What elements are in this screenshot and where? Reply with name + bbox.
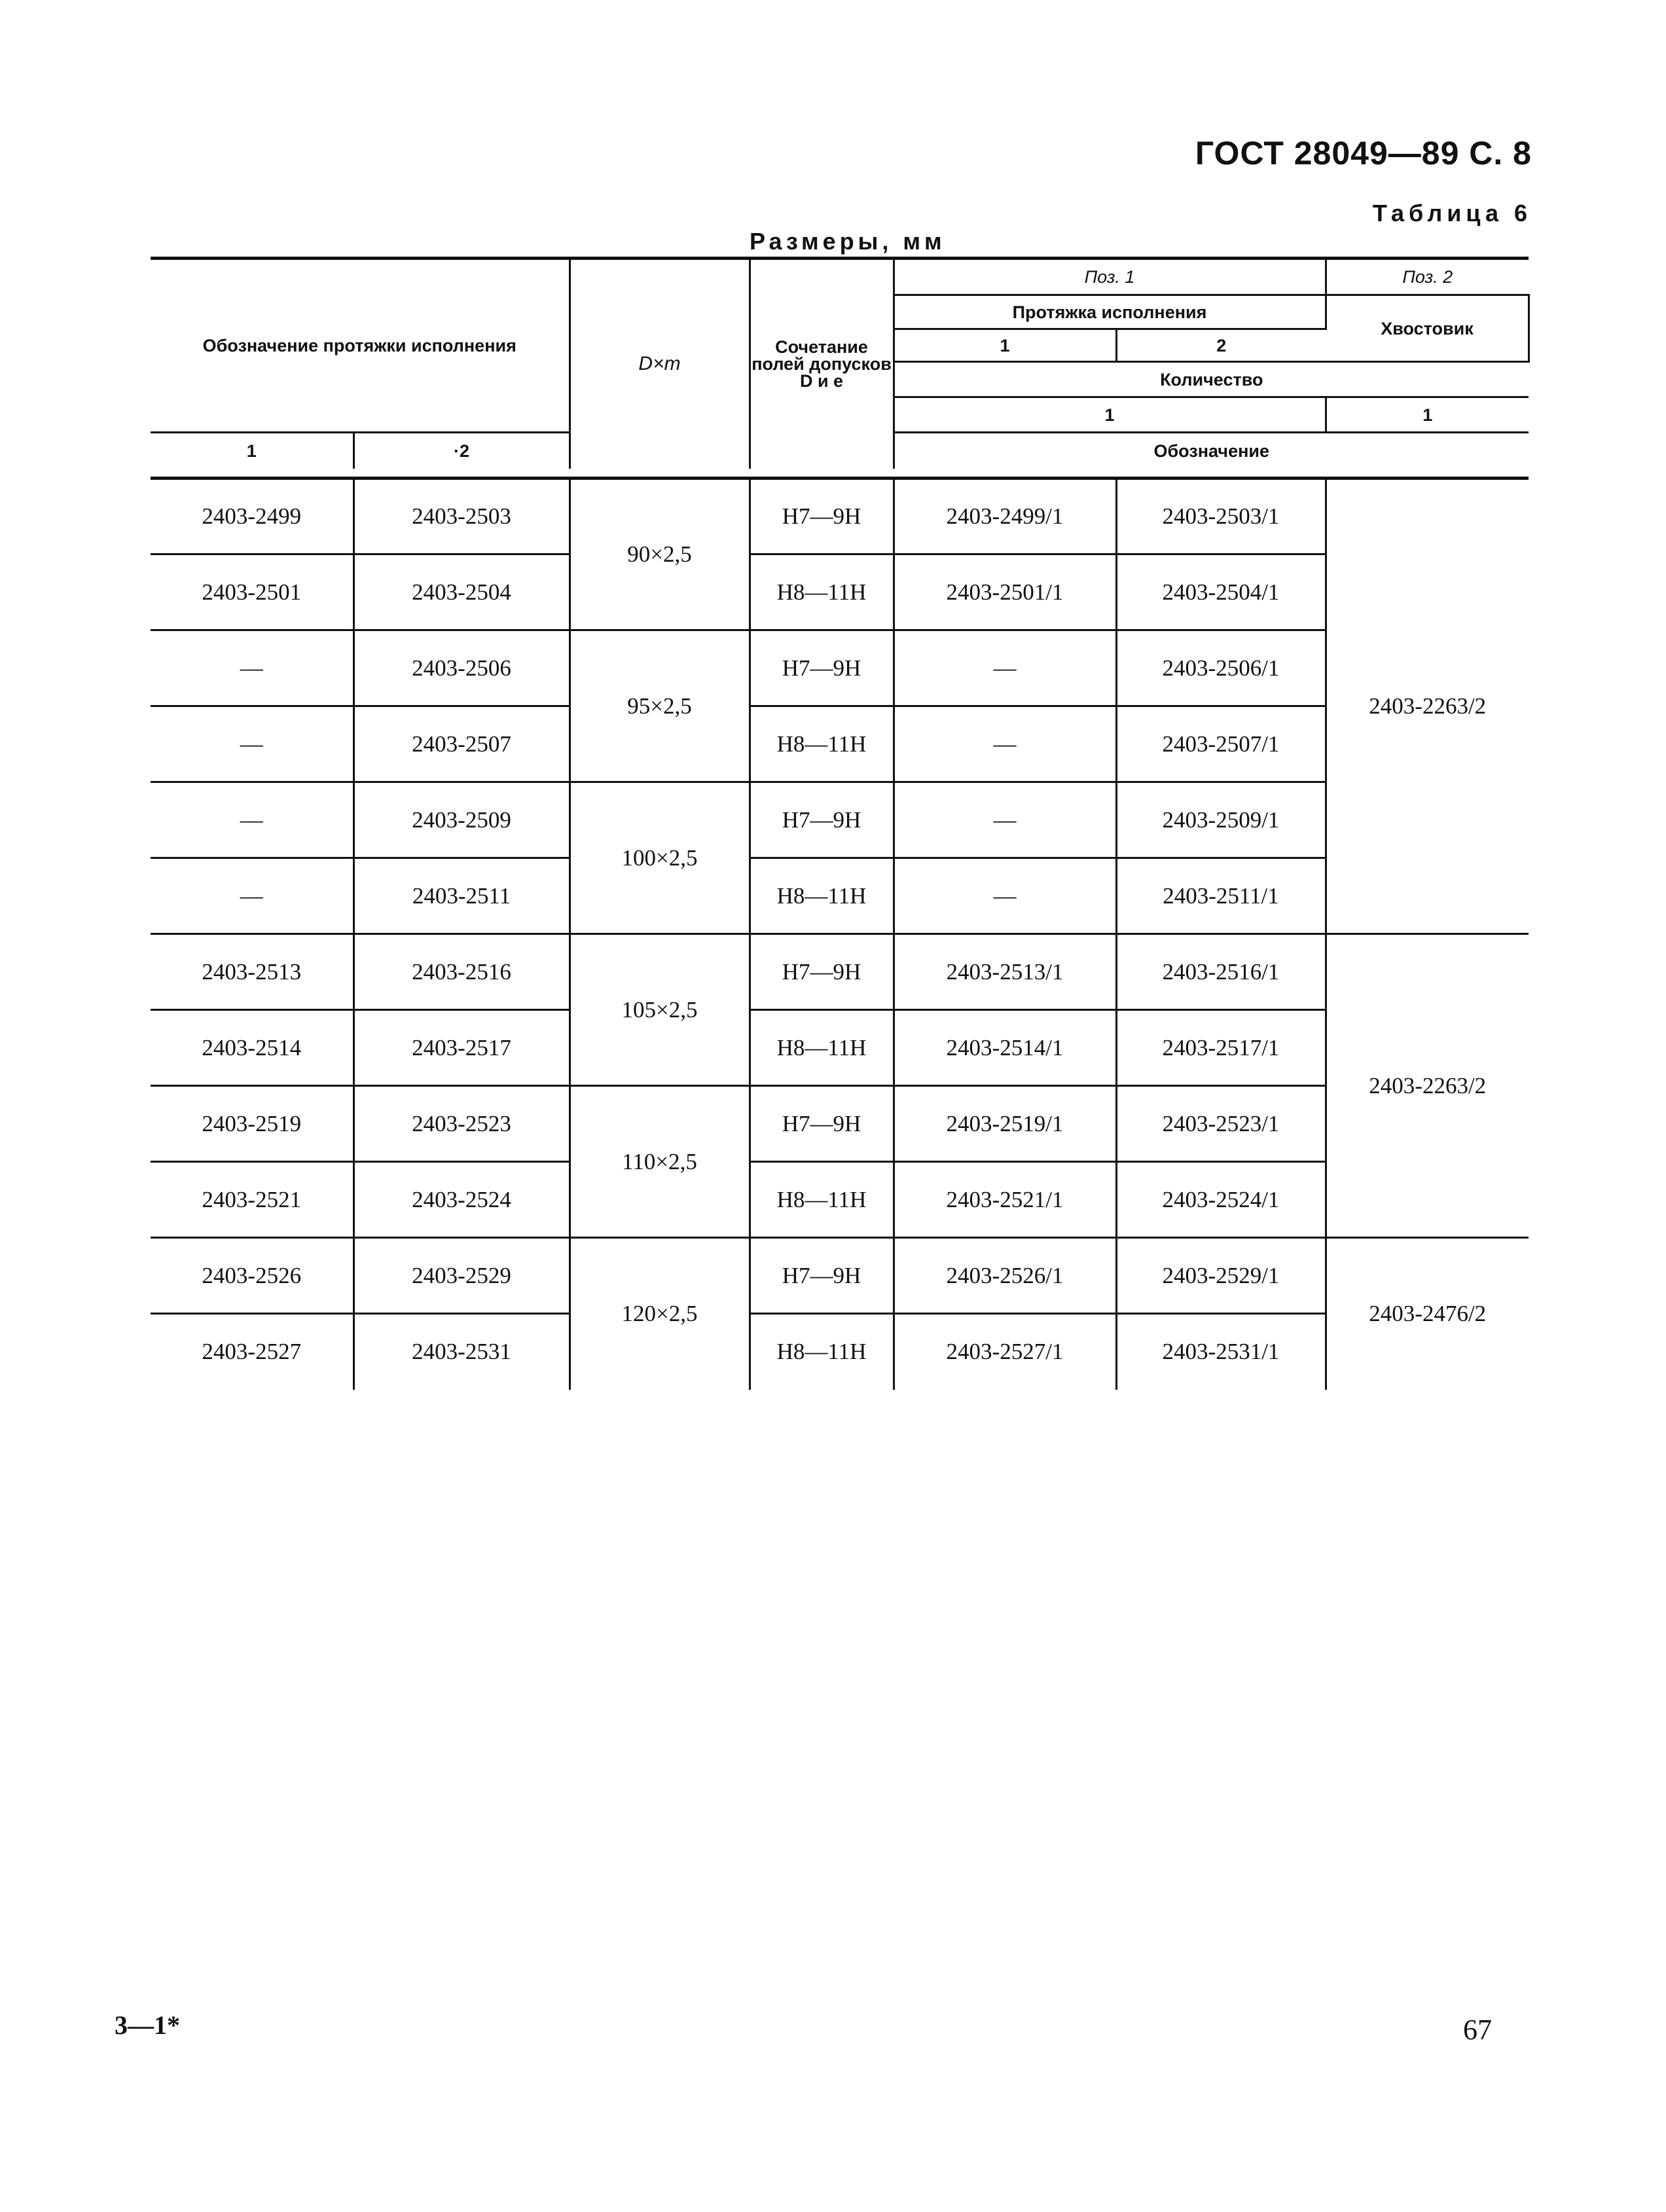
pos1-version-2-cell: 2403-2511/1	[1116, 858, 1326, 934]
pos1-version-1-cell: 2403-2521/1	[894, 1162, 1116, 1238]
designation-1-cell: 2403-2514	[151, 1010, 353, 1086]
shank-header: Хвостовик	[1326, 295, 1529, 362]
table-row	[151, 1162, 1529, 1238]
designation-2-cell: 2403-2529	[353, 1238, 570, 1314]
designation-2-cell: 2403-2511	[353, 858, 570, 934]
pos1-version-1-cell: 2403-2519/1	[894, 1086, 1116, 1162]
pos1-version-1-cell: 2403-2527/1	[894, 1314, 1116, 1390]
pos1-header: Поз. 1	[894, 259, 1326, 295]
dxm-cell: 95×2,5	[570, 630, 750, 782]
pos1-version-1-cell: 2403-2514/1	[894, 1010, 1116, 1086]
designation-2-cell: 2403-2504	[353, 554, 570, 630]
tolerance-cell: Н8—11Н	[750, 554, 894, 630]
pos1-version-1-cell: 2403-2513/1	[894, 934, 1116, 1010]
pos1-version-1-cell: —	[894, 630, 1116, 706]
pos1-version-1-cell: —	[894, 706, 1116, 782]
sub-header-1: 1	[151, 433, 353, 469]
tolerance-cell: Н7—9Н	[750, 630, 894, 706]
table-row	[151, 554, 1529, 630]
sub-header-2: ·2	[353, 433, 570, 469]
pos1-version-2-cell: 2403-2507/1	[1116, 706, 1326, 782]
pos1-version-2-cell: 2403-2503/1	[1116, 479, 1326, 554]
designation-2-cell: 2403-2523	[353, 1086, 570, 1162]
quantity-2: 1	[1326, 397, 1529, 433]
designation-1-cell: 2403-2501	[151, 554, 353, 630]
tolerance-cell: Н8—11Н	[750, 858, 894, 934]
designation-1-cell: —	[151, 858, 353, 934]
pos1-version-2-cell: 2403-2531/1	[1116, 1314, 1326, 1390]
designation-1-cell: —	[151, 630, 353, 706]
footer-mark: 3—1*	[115, 2010, 180, 2040]
pos1-version-1-cell: —	[894, 858, 1116, 934]
designation-2-cell: 2403-2517	[353, 1010, 570, 1086]
designation-1-cell: 2403-2521	[151, 1162, 353, 1238]
tolerance-cell: Н7—9Н	[750, 934, 894, 1010]
tolerance-header: Сочетание полей допусков D и e	[750, 259, 894, 469]
pos1-version-1-cell: 2403-2501/1	[894, 554, 1116, 630]
tolerance-cell: Н7—9Н	[750, 1086, 894, 1162]
table-label: Таблица 6	[1372, 200, 1532, 227]
quantity-header: Количество	[894, 362, 1529, 397]
tolerance-cell: Н7—9Н	[750, 782, 894, 858]
pos1-version-2-cell: 2403-2524/1	[1116, 1162, 1326, 1238]
pos1-version-2-cell: 2403-2504/1	[1116, 554, 1326, 630]
units-label: Размеры, мм	[750, 228, 946, 255]
designation-1-cell: —	[151, 782, 353, 858]
tolerance-cell: Н8—11Н	[750, 1162, 894, 1238]
pos1-version-2-cell: 2403-2517/1	[1116, 1010, 1326, 1086]
dxm-cell: 110×2,5	[570, 1086, 750, 1238]
designation-2-cell: 2403-2524	[353, 1162, 570, 1238]
data-table	[151, 477, 1529, 1390]
version-1-header: 1	[894, 329, 1116, 362]
designation-1-cell: 2403-2499	[151, 479, 353, 554]
shank-cell: 2403-2476/2	[1369, 1301, 1487, 1327]
table-row	[151, 706, 1529, 782]
dxm-cell: 100×2,5	[570, 782, 750, 934]
page-number: 67	[1463, 2014, 1492, 2046]
table-row	[151, 1086, 1529, 1162]
broach-version-header: Протяжка исполнения	[894, 295, 1326, 329]
designation-2-cell: 2403-2509	[353, 782, 570, 858]
designation-2-cell: 2403-2503	[353, 479, 570, 554]
table-row	[151, 782, 1529, 858]
designation-2-cell: 2403-2506	[353, 630, 570, 706]
table-row	[151, 630, 1529, 706]
designation-1-cell: 2403-2527	[151, 1314, 353, 1390]
table-header	[151, 257, 1530, 469]
table-row	[151, 1238, 1529, 1314]
designation-1-cell: 2403-2526	[151, 1238, 353, 1314]
tolerance-cell: Н8—11Н	[750, 1314, 894, 1390]
dxm-header: D×m	[570, 259, 750, 469]
dxm-cell: 105×2,5	[570, 934, 750, 1086]
shank-cell: 2403-2263/2	[1326, 934, 1529, 1238]
pos1-version-1-cell: 2403-2499/1	[894, 479, 1116, 554]
dxm-cell: 120×2,5	[570, 1238, 750, 1390]
pos1-version-2-cell: 2403-2529/1	[1116, 1238, 1326, 1314]
tolerance-cell: Н8—11Н	[750, 706, 894, 782]
designation-subheader: Обозначение	[1153, 441, 1270, 461]
pos1-version-2-cell: 2403-2523/1	[1116, 1086, 1326, 1162]
dxm-cell: 90×2,5	[570, 479, 750, 630]
pos1-version-2-cell: 2403-2516/1	[1116, 934, 1326, 1010]
pos1-version-2-cell: 2403-2509/1	[1116, 782, 1326, 858]
pos1-version-2-cell: 2403-2506/1	[1116, 630, 1326, 706]
pos1-version-1-cell: —	[894, 782, 1116, 858]
table-row	[151, 934, 1529, 1010]
tolerance-cell: Н7—9Н	[750, 479, 894, 554]
designation-1-cell: 2403-2513	[151, 934, 353, 1010]
pos1-version-1-cell: 2403-2526/1	[894, 1238, 1116, 1314]
table-row	[151, 479, 1529, 554]
pos2-header: Поз. 2	[1326, 259, 1529, 295]
designation-header: Обозначение протяжки исполнения	[151, 259, 570, 433]
designation-1-cell: —	[151, 706, 353, 782]
designation-2-cell: 2403-2531	[353, 1314, 570, 1390]
designation-2-cell: 2403-2516	[353, 934, 570, 1010]
table-row	[151, 858, 1529, 934]
quantity-1: 1	[894, 397, 1326, 433]
document-code: ГОСТ 28049—89 С. 8	[1195, 135, 1532, 172]
shank-cell: 2403-2263/2	[1326, 479, 1529, 934]
designation-2-cell: 2403-2507	[353, 706, 570, 782]
table-row	[151, 1314, 1529, 1390]
designation-1-cell: 2403-2519	[151, 1086, 353, 1162]
tolerance-cell: Н7—9Н	[750, 1238, 894, 1314]
tolerance-cell: Н8—11Н	[750, 1010, 894, 1086]
version-2-header: 2	[1216, 335, 1227, 355]
table-row	[151, 1010, 1529, 1086]
